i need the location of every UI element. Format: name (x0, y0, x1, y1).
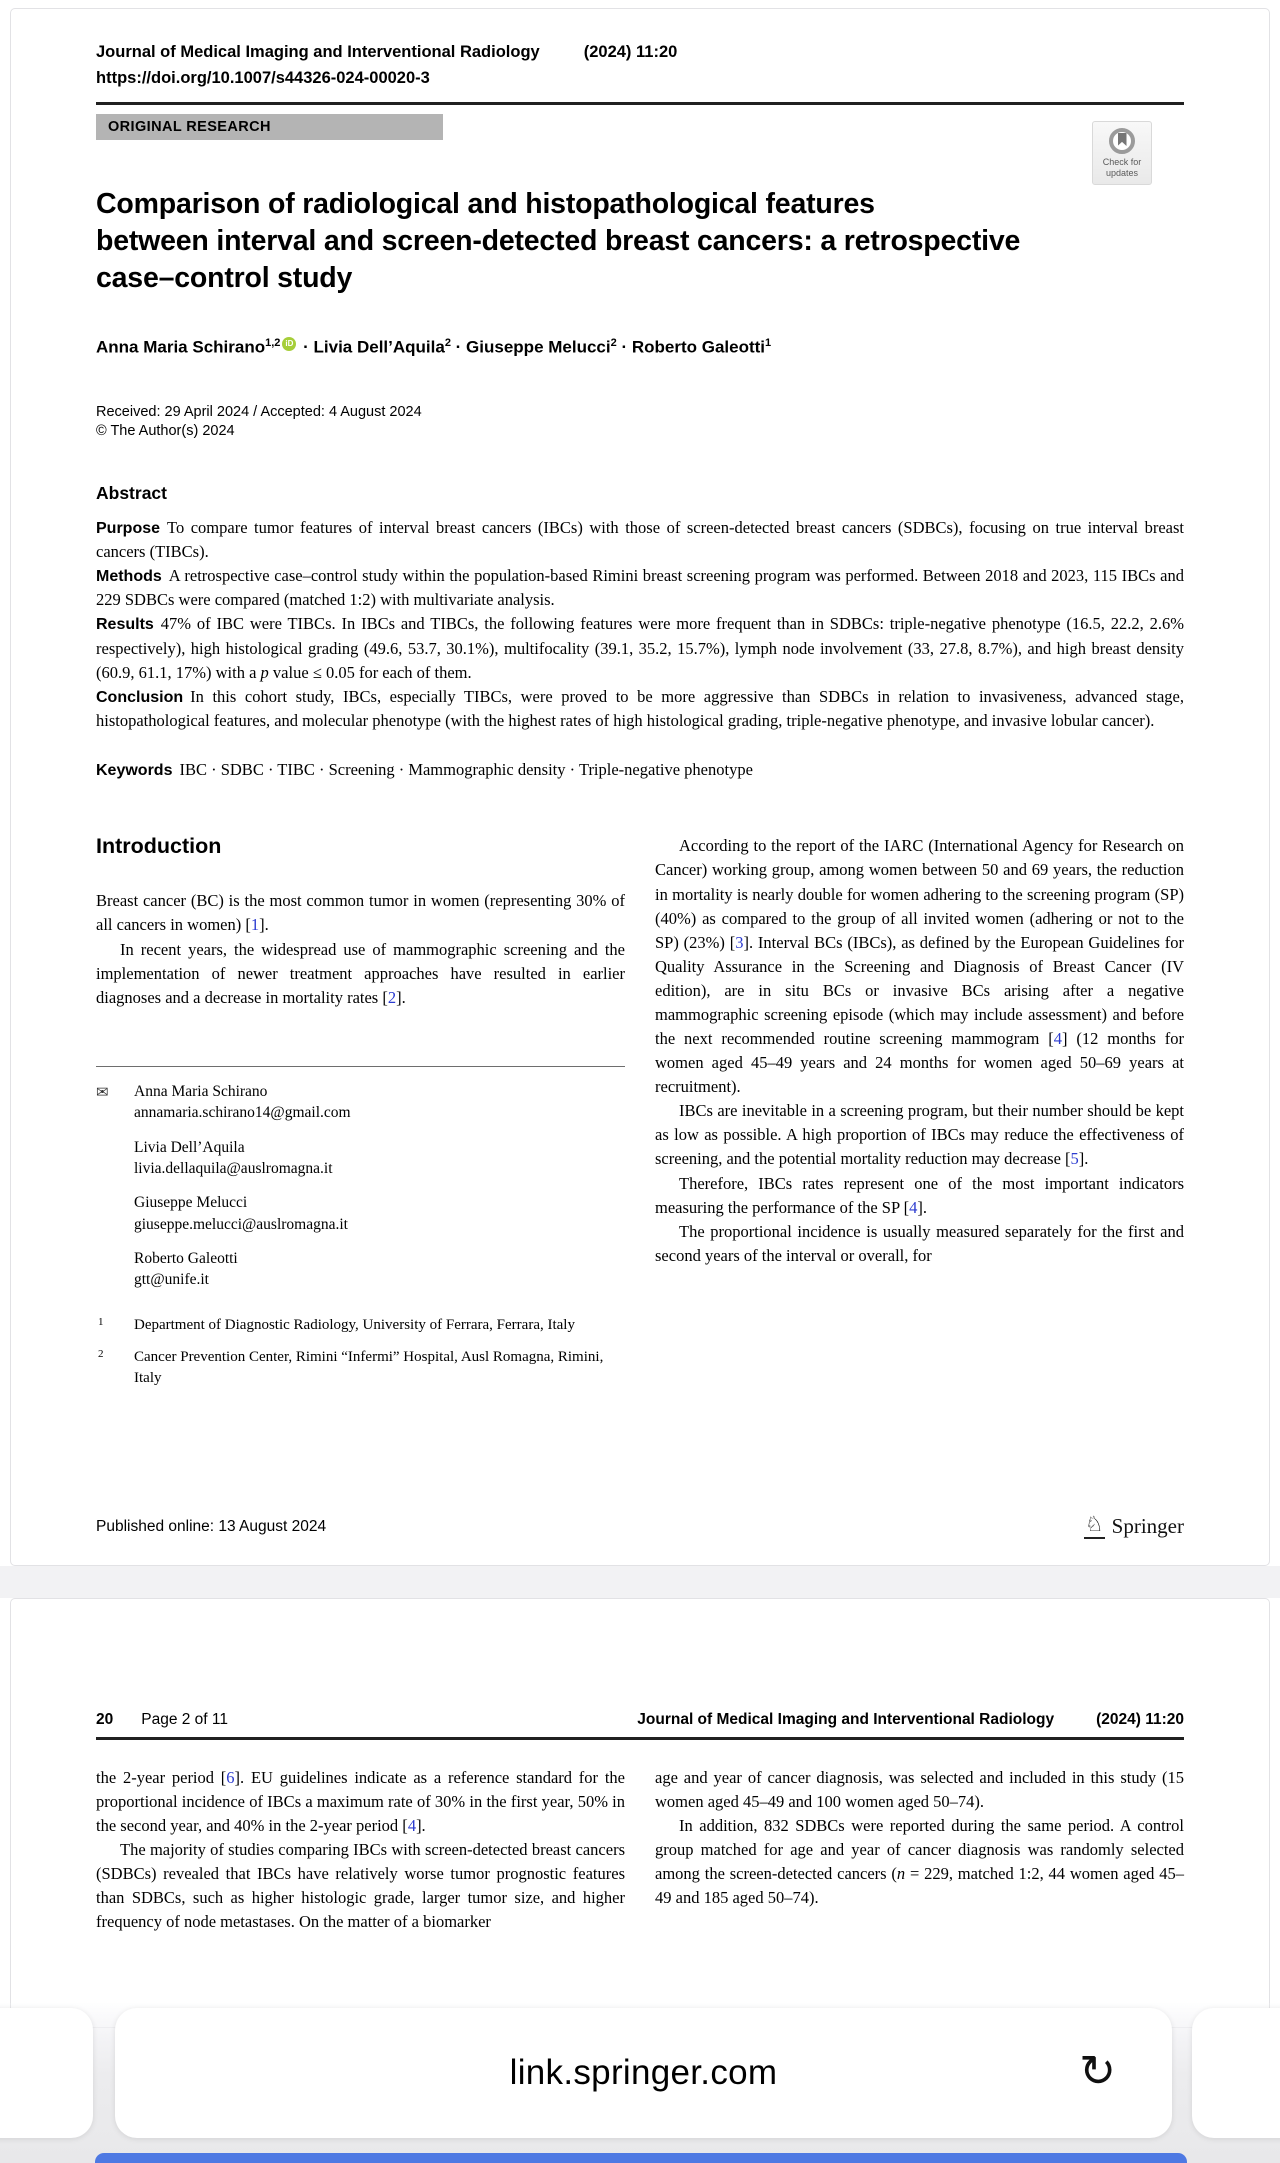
springer-horse-icon: ♘ (1084, 1514, 1105, 1539)
contact-entry (96, 1081, 625, 1124)
citation-ref[interactable]: 4 (909, 1197, 918, 1217)
url-bar[interactable] (115, 2008, 1172, 2138)
contact-email: gtt@unife.it (134, 1271, 209, 1289)
body-paragraph: the 2-year period [6]. EU guidelines indicate as a reference standard for the proportional incidence of IBCs a maximum rate of 30% in the first year, 50% in the second year, and 40% in the 2-year period [4]. (96, 1768, 625, 1836)
abstract-conclusion (96, 685, 1184, 733)
header-rule (96, 102, 1184, 105)
contact-entry (96, 1137, 625, 1180)
doi-link[interactable]: https://doi.org/10.1007/s44326-024-00020-3 (96, 69, 430, 88)
keywords-label: Keywords (96, 762, 173, 780)
contact-name: Giuseppe Melucci (134, 1194, 248, 1212)
citation-ref[interactable]: 5 (1070, 1149, 1079, 1169)
page-gap (0, 1566, 1280, 1598)
abstract-methods-text: A retrospective case–control study within the population-based Rimini breast screening program was performed. Between 2018 and 2023, 115 IBCs and 229 SDBCs were compared (matched 1:2) with multivariate analysis. (96, 566, 1184, 610)
url-text: link.springer.com (509, 2053, 778, 2092)
citation-ref[interactable]: 4 (407, 1816, 417, 1836)
running-journal-issue: (2024) 11:20 (1096, 1711, 1184, 1728)
copyright-line: © The Author(s) 2024 (96, 422, 235, 439)
journal-title: Journal of Medical Imaging and Interventional Radiology (96, 43, 540, 61)
right-column (655, 834, 1184, 1267)
right-column (655, 1766, 1184, 1910)
left-column (96, 1766, 625, 1935)
intro-paragraph: In recent years, the widespread use of mammographic screening and the implementation of newer treatment approaches have resulted in earlier diagnoses and a decrease in mortality rates [2]. (96, 939, 625, 1007)
introduction-heading: Introduction (96, 834, 222, 859)
body-paragraph: age and year of cancer diagnosis, was selected and included in this study (15 women aged 45–49 and 100 women aged 50–74). (655, 1768, 1184, 1812)
authors-line: Anna Maria Schirano$^{1,2}$ iD · Livia Dell’Aquila$^2$ · Giuseppe Melucci$^2$ · Roberto Galeotti$^1$ (96, 336, 772, 357)
abstract-purpose-label: Purpose (96, 519, 161, 537)
body-paragraph: In addition, 832 SDBCs were reported during the same period. A control group matched for age and year of cancer diagnosis was randomly selected among the screen-detected cancers (n = 229, matched 1:2, 44 women aged 45–49 and 185 aged 50–74). (655, 1816, 1184, 1908)
abstract-conclusion-label: Conclusion (96, 688, 184, 706)
abstract-methods-label: Methods (96, 568, 162, 586)
adjacent-tab-left[interactable] (0, 2008, 93, 2138)
correspondence-block (96, 1066, 625, 1291)
envelope-icon: ✉ (96, 1082, 109, 1101)
check-updates-icon (1109, 128, 1135, 154)
contact-name: Roberto Galeotti (134, 1250, 238, 1268)
abstract-purpose (96, 516, 1184, 564)
intro-columns (96, 834, 1184, 1399)
pdf-page-1 (10, 8, 1270, 1566)
reload-icon[interactable]: ↻ (1079, 2046, 1116, 2098)
contact-entry (96, 1192, 625, 1235)
abstract-conclusion-text: In this cohort study, IBCs, especially TIBCs, were proved to be more aggressive than SDBCs in relation to invasiveness, advanced stage, histopathological features, and molecular phenotype (with the highest rates of high histological grading, triple-negative phenotype, and invasive lobular cancer). (96, 686, 1184, 731)
contact-email: annamaria.schirano14@gmail.com (134, 1104, 351, 1122)
citation-ref[interactable]: 6 (226, 1768, 235, 1787)
check-for-updates-badge[interactable] (1092, 121, 1152, 185)
affiliation-text: Department of Diagnostic Radiology, University of Ferrara, Ferrara, Italy (134, 1316, 575, 1333)
contact-email: giuseppe.melucci@auslromagna.it (134, 1215, 348, 1233)
bookmark-icon (1118, 133, 1127, 146)
abstract-results-text: 47% of IBC were TIBCs. In IBCs and TIBCs, the following features were more frequent than in SDBCs: triple-negative phenotype (16.5, 22.2, 2.6% respectively), high histological grading (49.6, 53.7, 30.1%), multifocality (39.1, 35.2, 15.7%), lymph node involvement (33, 27.8, 8.7%), and high breast density (60.9, 61.1, 17%) with a p value ≤ 0.05 for each of them. (96, 614, 1184, 682)
contact-email: livia.dellaquila@auslromagna.it (134, 1159, 333, 1177)
orcid-icon: iD (282, 337, 296, 351)
keywords-text: IBC · SDBC · TIBC · Screening · Mammographic density · Triple-negative phenotype (179, 760, 753, 780)
article-type-banner: ORIGINAL RESEARCH (96, 114, 443, 140)
title-line-2: between interval and screen-detected breast cancers: a retrospective (96, 224, 1021, 257)
header-rule (96, 1737, 1184, 1740)
journal-issue: (2024) 11:20 (583, 43, 678, 61)
abstract-purpose-text: To compare tumor features of interval breast cancers (IBCs) with those of screen-detected breast cancers (SDBCs), focusing on true interval breast cancers (TIBCs). (96, 517, 1184, 561)
abstract-heading: Abstract (96, 482, 167, 503)
journal-header-line (96, 39, 1184, 65)
affiliation-entry (96, 1315, 625, 1336)
intro-paragraph: Breast cancer (BC) is the most common tumor in women (representing 30% of all cancers in women) [1]. (96, 891, 625, 935)
title-line-3: case–control study (96, 261, 353, 294)
left-column (96, 834, 625, 1399)
citation-ref[interactable]: 2 (387, 987, 397, 1007)
affiliation-text: Cancer Prevention Center, Rimini “Infermi” Hospital, Ausl Romagna, Rimini, Italy (134, 1348, 604, 1386)
abstract-results (96, 612, 1184, 685)
springer-logo (1084, 1514, 1184, 1539)
citation-ref[interactable]: 4 (1053, 1029, 1063, 1049)
contact-name: Livia Dell’Aquila (134, 1138, 245, 1156)
intro-paragraph: IBCs are inevitable in a screening program, but their number should be kept as low as possible. A high proportion of IBCs may reduce the effectiveness of screening, and the potential mortality reduction may decrease [5]. (655, 1101, 1184, 1169)
springer-wordmark: Springer (1111, 1514, 1184, 1538)
page1-header (96, 39, 1184, 92)
contact-entry (96, 1248, 625, 1291)
affiliations-block (96, 1315, 625, 1389)
safari-bottom-bar (0, 2003, 1280, 2163)
article-title (96, 186, 1184, 297)
page2-columns (96, 1766, 1184, 1935)
citation-ref[interactable]: 3 (735, 932, 744, 952)
affiliation-entry (96, 1347, 625, 1389)
bottom-blue-strip (95, 2153, 1187, 2163)
page2-header (96, 1711, 1184, 1729)
intro-paragraph: According to the report of the IARC (International Agency for Research on Cancer) working group, among women between 50 and 69 years, the reduction in mortality is nearly double for women adhering to the screening program (SP) (40%) as compared to the group of all invited women (adhering or not to the SP) (23%) [3]. Interval BCs (IBCs), as defined by the European Guidelines for Quality Assurance in the Screening and Diagnosis of Breast Cancer (IV edition), are in situ BCs or invasive BCs arising after a negative mammographic screening episode (which may include assessment) and before the next recommended routine screening mammogram [4] (12 months for women aged 45–49 years and 24 months for women aged 50–69 years at recruitment). (655, 836, 1184, 1097)
keywords-line (96, 760, 1184, 780)
running-page-label: Page 2 of 11 (141, 1711, 229, 1728)
pdf-page-2 (10, 1598, 1270, 2028)
published-online: Published online: 13 August 2024 (96, 1517, 327, 1535)
adjacent-tab-right[interactable] (1192, 2008, 1280, 2138)
body-paragraph: The majority of studies comparing IBCs with screen-detected breast cancers (SDBCs) revealed that IBCs have relatively worse tumor prognostic features than SDBCs, such as higher histologic grade, larger tumor size, and higher frequency of node metastases. On the matter of a biomarker (96, 1840, 625, 1932)
intro-paragraph: Therefore, IBCs rates represent one of the most important indicators measuring the performance of the SP [4]. (655, 1173, 1184, 1217)
affiliation-number: 1 (98, 1315, 104, 1328)
running-page-number: 20 (96, 1711, 114, 1728)
affiliation-number: 2 (98, 1347, 104, 1360)
running-journal-title: Journal of Medical Imaging and Interventional Radiology (637, 1711, 1055, 1728)
received-accepted: Received: 29 April 2024 / Accepted: 4 August 2024 (96, 403, 422, 420)
abstract-results-label: Results (96, 616, 154, 634)
intro-paragraph: The proportional incidence is usually measured separately for the first and second years of the interval or overall, for (655, 1221, 1184, 1265)
check-updates-label: Check for updates (1102, 157, 1142, 178)
abstract-methods (96, 564, 1184, 612)
title-line-1: Comparison of radiological and histopathological features (96, 187, 875, 220)
citation-ref[interactable]: 1 (250, 915, 260, 935)
contact-name: Anna Maria Schirano (134, 1082, 268, 1100)
page1-footer (96, 1514, 1184, 1539)
